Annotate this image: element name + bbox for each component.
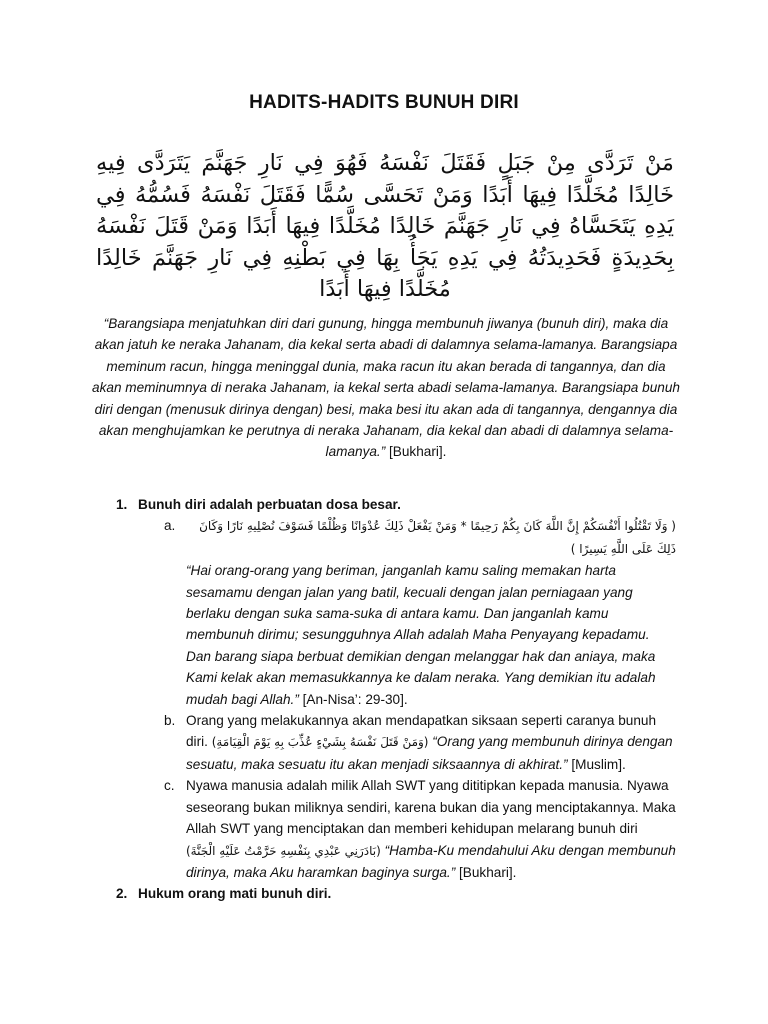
sub-point-item (164, 515, 676, 710)
arabic-hadith-text: مَنْ تَرَدَّى مِنْ جَبَلٍ فَقَتَلَ نَفْسَهُ فَهُوَ فِي نَارِ جَهَنَّمَ يَتَرَدَّى فِيهِ خَالِدًا مُخَلَّدًا فِيهَا أَبَدًا وَمَنْ تَحَسَّى سُمًّا فَقَتَلَ نَفْسَهُ فَسُمُّهُ فِي يَدِهِ يَتَحَسَّاهُ فِي نَارِ جَهَنَّمَ خَالِدًا مُخَلَّدًا فِيهَا أَبَدًا وَمَنْ قَتَلَ نَفْسَهُ بِحَدِيدَةٍ فَحَدِيدَتُهُ فِي يَدِهِ يَجَأُ بِهَا فِي بَطْنِهِ فِي نَارِ جَهَنَّمَ خَالِدًا مُخَلَّدًا فِيهَا أَبَدًا (96, 150, 674, 302)
hadith-source: [Bukhari]. (459, 864, 517, 880)
hadith-arabic-inline: (وَمَنْ قَتَلَ نَفْسَهُ بِشَيْءٍ عُذِّبَ بِهِ يَوْمَ الْقِيَامَةِ) (211, 735, 429, 750)
points-list (116, 494, 676, 905)
sub-point-text: Nyawa manusia adalah milik Allah SWT yang dititipkan kepada manusia. Nyawa seseorang bukan miliknya sendiri, karena bukan dia yang menciptakannya. Maka Allah SWT yang menciptakan dan memberi kehidupan melarang bunuh diri (186, 778, 676, 837)
point-heading: Hukum orang mati bunuh diri. (138, 886, 332, 902)
hadith-translation-inline: “Hamba-Ku mendahului Aku dengan membunuh dirinya, maka Aku haramkan baginya surga.” (186, 842, 676, 880)
sub-point-item (164, 710, 676, 775)
sub-point-letter: b. (164, 713, 176, 729)
hadith-source: [Muslim]. (571, 756, 626, 772)
page-title: HADITS-HADITS BUNUH DIRI (249, 92, 519, 113)
verse-source: [An-Nisa’: 29-30]. (302, 691, 408, 707)
hadith-translation-inline: “Orang yang membunuh dirinya dengan sesuatu, maka sesuatu itu akan menjadi siksaannya di akhirat.” (186, 734, 673, 772)
hadith-translation (92, 313, 680, 463)
point-item (116, 494, 676, 515)
point-number: 2. (116, 886, 128, 902)
point-item (116, 883, 676, 904)
sub-point-item (164, 775, 676, 883)
sub-point-letter: a. (164, 518, 176, 534)
verse-translation: “Hai orang-orang yang beriman, janganlah kamu saling memakan harta sesamamu dengan jalan yang batil, kecuali dengan jalan perniagaan yang berlaku dengan suka sama-suka di antara kamu. Dan janganlah kamu membunuh dirimu; sesungguhnya Allah adalah Maha Penyayang kepadamu. Dan barang siapa berbuat demikian dengan melanggar hak dan aniaya, maka Kami kelak akan memasukkannya ke dalam neraka. Yang demikian itu adalah mudah bagi Allah.” (186, 563, 656, 707)
translation-source: [Bukhari]. (389, 444, 447, 460)
sub-point-text: Orang yang melakukannya akan mendapatkan siksaan seperti caranya bunuh diri. (186, 713, 657, 750)
sub-point-letter: c. (164, 778, 175, 794)
hadith-arabic-inline: (بَادَرَنِي عَبْدِي بِنَفْسِهِ حَرَّمْتُ عَلَيْهِ الْجَنَّةَ) (186, 843, 381, 858)
point-heading: Bunuh diri adalah perbuatan dosa besar. (138, 497, 401, 512)
point-number: 1. (116, 497, 128, 512)
quran-verse-arabic: ( وَلَا تَقْتُلُوا أَنْفُسَكُمْ إِنَّ اللَّهَ كَانَ بِكُمْ رَحِيمًا * وَمَنْ يَفْعَلْ ذَلِكَ عُدْوَانًا وَظُلْمًا فَسَوْفَ نُصْلِيهِ نَارًا وَكَانَ ذَلِكَ عَلَى اللَّهِ يَسِيرًا ) (199, 519, 676, 556)
translation-quote: “Barangsiapa menjatuhkan diri dari gunung, hingga membunuh jiwanya (bunuh diri), maka dia akan jatuh ke neraka Jahanam, dia kekal serta abadi di dalamnya selama-lamanya. Barangsiapa meminum racun, hingga meninggal dunia, maka racun itu akan berada di tangannya, dan dia akan meminumnya di neraka Jahanam, ia kekal serta abadi selama-lamanya. Barangsiapa bunuh diri dengan (menusuk dirinya dengan) besi, maka besi itu akan ada di tangannya, dengannya dia akan menghujamkan ke perutnya di neraka Jahanam, dia kekal dan abadi di dalamnya selama-lamanya.” (92, 316, 680, 460)
